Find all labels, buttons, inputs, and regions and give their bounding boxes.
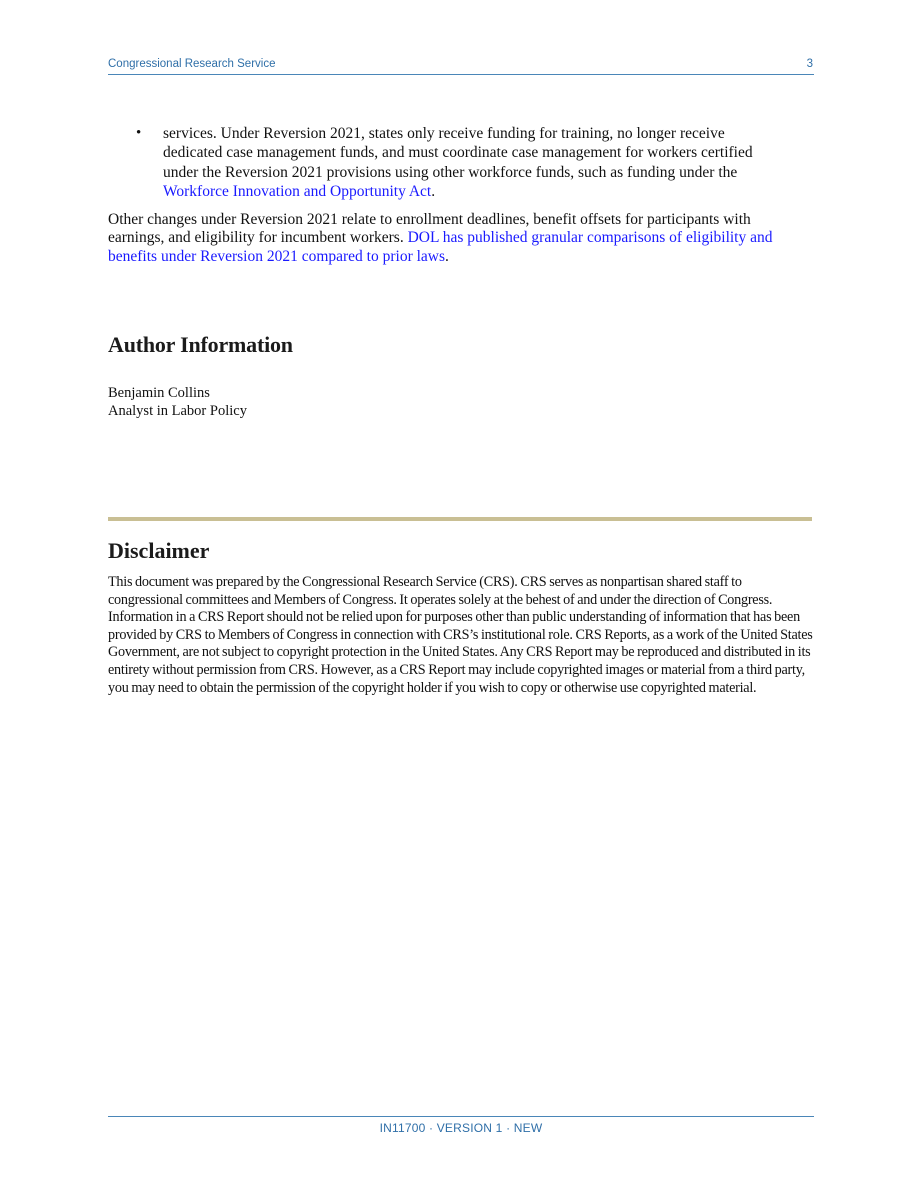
- author-heading: Author Information: [108, 332, 293, 357]
- bullet-text-end: .: [431, 183, 436, 201]
- page-footer: [108, 1116, 814, 1137]
- page-header: [108, 56, 814, 75]
- header-title: Congressional Research Service: [108, 58, 276, 70]
- main-content: [108, 124, 814, 266]
- author-block: [108, 385, 247, 420]
- bullet-list: [108, 124, 814, 202]
- author-title: Analyst in Labor Policy: [108, 402, 247, 419]
- paragraph-text-end: .: [445, 247, 449, 265]
- bullet-text: services. Under Reversion 2021, states only receive funding for training, no longer receive dedicated case management funds, and must coordinate case management for workers certified under the Reversion 2021 provisions using other workforce funds, such as funding under the: [163, 125, 753, 181]
- paragraph-text: Other changes under Reversion 2021 relate to enrollment deadlines, benefit offsets for participants with earnings, and eligibility for incumbent workers.: [108, 210, 751, 247]
- footer-text: IN11700 · VERSION 1 · NEW: [379, 1121, 543, 1135]
- list-item: [108, 124, 763, 202]
- bullet-icon: •: [136, 125, 142, 141]
- disclaimer-text: This document was prepared by the Congressional Research Service (CRS). CRS serves as nonpartisan shared staff to congressional committees and Members of Congress. It operates solely at the behest of and under the direction of Congress. Information in a CRS Report should not be relied upon for purposes other than public understanding of information that has been provided by CRS to Members of Congress in connection with CRS’s institutional role. CRS Reports, as a work of the United States Government, are not subject to copyright protection in the United States. Any CRS Report may be reproduced and distributed in its entirety without permission from CRS. However, as a CRS Report may include copyrighted images or material from a third party, you may need to obtain the permission of the copyright holder if you wish to copy or otherwise use copyrighted material.: [108, 574, 813, 696]
- dol-comparisons-link[interactable]: DOL has published granular comparisons of eligibility and benefits under Reversion 2021 compared to prior laws: [108, 229, 773, 265]
- author-name: Benjamin Collins: [108, 385, 210, 401]
- page-number: 3: [806, 58, 813, 70]
- section-divider: [108, 517, 812, 521]
- disclaimer-heading: Disclaimer: [108, 538, 210, 563]
- wioa-link[interactable]: Workforce Innovation and Opportunity Act: [163, 183, 432, 201]
- body-paragraph: [108, 211, 808, 267]
